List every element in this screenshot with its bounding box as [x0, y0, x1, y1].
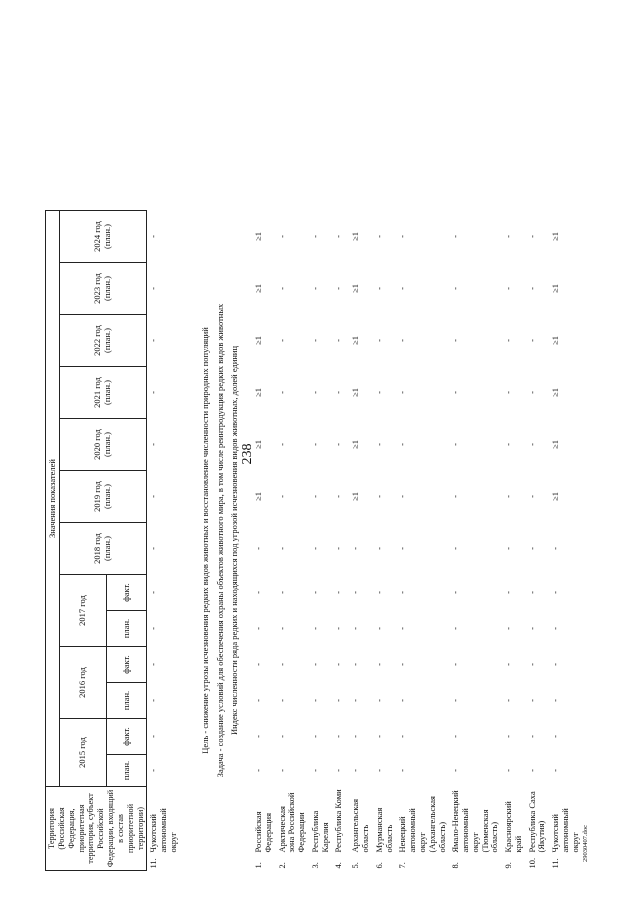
value-cell: -	[373, 287, 384, 290]
value-cell: -	[503, 735, 514, 738]
value-cell: ≥1	[350, 388, 361, 397]
value-cell: -	[309, 287, 320, 290]
year-2022-header: 2022 год (план.)	[60, 315, 147, 367]
table-row	[502, 211, 526, 871]
row-number: 5.	[350, 862, 361, 869]
value-cell: -	[503, 235, 514, 238]
territory-header: Территория (Российская Федерация, приоритетная территория, субъект Российской Федерации, входящий в состав приоритетной территории)	[46, 787, 147, 871]
territory-name: Арктическая зона Российской Федерации	[276, 792, 307, 853]
row-number: 1.	[253, 862, 264, 869]
value-cell: -	[373, 699, 384, 702]
value-cell: -	[350, 735, 361, 738]
value-cell: -	[333, 391, 344, 394]
value-cell: -	[450, 443, 461, 446]
row-number: 11.	[550, 858, 561, 869]
value-cell: -	[148, 235, 159, 238]
year-2018-header: 2018 год (план.)	[60, 523, 147, 575]
value-cell: -	[253, 547, 264, 550]
value-cell: -	[450, 627, 461, 630]
indicator-text: Индекс численности ряда редких и находящихся под угрозой исчезновения видов животных, долей единиц	[229, 345, 240, 736]
value-cell: -	[526, 547, 537, 550]
value-cell: -	[503, 495, 514, 498]
table-row	[240, 211, 276, 871]
value-cell: -	[373, 495, 384, 498]
value-cell: -	[253, 769, 264, 772]
value-cell: -	[550, 699, 561, 702]
value-cell: -	[148, 699, 159, 702]
territory-name: Чукотский автономный округ	[148, 808, 178, 853]
indicators-table	[45, 210, 582, 871]
value-cell: -	[276, 591, 287, 594]
value-cell: -	[148, 339, 159, 342]
value-cell: -	[503, 443, 514, 446]
value-cell: -	[526, 287, 537, 290]
value-cell: -	[503, 339, 514, 342]
value-cell: -	[397, 547, 408, 550]
table-row	[147, 211, 181, 871]
value-cell: -	[333, 443, 344, 446]
value-cell: -	[333, 699, 344, 702]
row-number: 3.	[309, 862, 320, 869]
fact-2015-header: факт.	[107, 719, 147, 755]
value-cell: -	[373, 627, 384, 630]
value-cell: -	[550, 769, 561, 772]
value-cell: ≥1	[550, 492, 561, 501]
value-cell: -	[276, 663, 287, 666]
value-cell: -	[148, 391, 159, 394]
row-number: 9.	[503, 862, 514, 869]
value-cell: -	[253, 735, 264, 738]
territory-name: Российская Федерация	[253, 811, 273, 853]
value-cell: ≥1	[350, 336, 361, 345]
value-cell: -	[309, 235, 320, 238]
value-cell: -	[350, 627, 361, 630]
value-cell: -	[253, 663, 264, 666]
year-2021-header: 2021 год (план.)	[60, 367, 147, 419]
year-2015-header: 2015 год	[60, 719, 107, 787]
value-cell: -	[550, 547, 561, 550]
value-cell: ≥1	[550, 336, 561, 345]
value-cell: -	[550, 591, 561, 594]
value-cell: -	[309, 627, 320, 630]
value-cell: -	[148, 591, 159, 594]
value-cell: -	[550, 627, 561, 630]
value-cell: -	[503, 663, 514, 666]
value-cell: -	[450, 339, 461, 342]
value-cell: -	[333, 287, 344, 290]
table-row	[332, 211, 349, 871]
table-row	[276, 211, 309, 871]
value-cell: -	[333, 235, 344, 238]
year-2019-header: 2019 год (план.)	[60, 471, 147, 523]
value-cell: -	[526, 769, 537, 772]
goal-text: Цель - снижение угрозы исчезновения редких видов животных и восстановление численности природных популяций	[199, 327, 210, 754]
value-cell: -	[309, 391, 320, 394]
value-cell: -	[526, 339, 537, 342]
row-number: 8.	[450, 862, 461, 869]
value-cell: -	[309, 699, 320, 702]
value-cell: -	[350, 699, 361, 702]
value-cell: -	[350, 591, 361, 594]
value-cell: -	[450, 663, 461, 666]
value-cell: -	[526, 627, 537, 630]
value-cell: -	[309, 495, 320, 498]
value-cell: ≥1	[253, 440, 264, 449]
value-cell: -	[253, 699, 264, 702]
plan-2016-header: план.	[107, 683, 147, 719]
value-cell: -	[503, 547, 514, 550]
value-cell: -	[526, 699, 537, 702]
value-cell: -	[276, 235, 287, 238]
value-cell: -	[550, 735, 561, 738]
table-row	[396, 211, 449, 871]
value-cell: -	[450, 735, 461, 738]
value-cell: -	[333, 735, 344, 738]
value-cell: -	[397, 339, 408, 342]
year-2017-header: 2017 год	[60, 575, 107, 647]
value-cell: -	[276, 495, 287, 498]
value-cell: -	[503, 699, 514, 702]
value-cell: -	[350, 769, 361, 772]
row-number: 4.	[333, 862, 344, 869]
value-cell: -	[526, 663, 537, 666]
value-cell: ≥1	[253, 232, 264, 241]
value-cell: -	[276, 547, 287, 550]
value-cell: -	[148, 495, 159, 498]
value-cell: -	[373, 663, 384, 666]
territory-name: Ненецкий автономный округ (Архангельская область)	[397, 796, 447, 853]
value-cell: ≥1	[253, 336, 264, 345]
value-cell: -	[253, 591, 264, 594]
value-cell: -	[526, 235, 537, 238]
table-row	[449, 211, 502, 871]
value-cell: -	[276, 627, 287, 630]
value-cell: ≥1	[350, 440, 361, 449]
fact-2016-header: факт.	[107, 647, 147, 683]
territory-name: Архангельская область	[350, 798, 371, 853]
value-cell: -	[276, 735, 287, 738]
value-cell: -	[397, 235, 408, 238]
goal-block	[181, 211, 240, 871]
value-cell: ≥1	[550, 284, 561, 293]
value-cell: -	[373, 591, 384, 594]
value-cell: -	[397, 287, 408, 290]
value-cell: -	[373, 547, 384, 550]
row-number: 2.	[276, 862, 287, 869]
value-cell: -	[309, 339, 320, 342]
value-cell: -	[526, 443, 537, 446]
value-cell: -	[309, 547, 320, 550]
plan-2017-header: план.	[107, 611, 147, 647]
value-cell: -	[333, 495, 344, 498]
value-cell: -	[373, 339, 384, 342]
value-cell: ≥1	[550, 440, 561, 449]
territory-name: Республика Коми	[333, 789, 344, 853]
value-cell: -	[148, 663, 159, 666]
value-cell: -	[503, 391, 514, 394]
value-cell: -	[276, 699, 287, 702]
value-cell: -	[503, 627, 514, 630]
value-cell: ≥1	[350, 492, 361, 501]
territory-name: Мурманская область	[373, 807, 394, 853]
value-cell: -	[309, 735, 320, 738]
value-cell: -	[148, 627, 159, 630]
year-2020-header: 2020 год (план.)	[60, 419, 147, 471]
year-2016-header: 2016 год	[60, 647, 107, 719]
value-cell: -	[148, 547, 159, 550]
year-2024-header: 2024 год (план.)	[60, 211, 147, 263]
row-number: 10.	[526, 857, 537, 869]
value-cell: -	[350, 663, 361, 666]
value-cell: -	[397, 443, 408, 446]
table-row	[549, 211, 582, 871]
value-cell: -	[550, 663, 561, 666]
value-cell: -	[450, 769, 461, 772]
value-cell: -	[397, 627, 408, 630]
value-cell: ≥1	[253, 492, 264, 501]
rows-body	[240, 211, 582, 871]
territory-name: Красноярский край	[503, 801, 523, 853]
value-cell: -	[450, 235, 461, 238]
value-cell: -	[526, 591, 537, 594]
value-cell: -	[397, 735, 408, 738]
table-row	[309, 211, 333, 871]
value-cell: -	[526, 735, 537, 738]
value-cell: -	[373, 769, 384, 772]
value-cell: ≥1	[253, 388, 264, 397]
value-cell: -	[333, 627, 344, 630]
value-cell: -	[373, 735, 384, 738]
value-cell: -	[276, 391, 287, 394]
value-cell: -	[333, 339, 344, 342]
value-cell: -	[309, 591, 320, 594]
value-cell: -	[350, 547, 361, 550]
page-number: 238	[240, 443, 255, 465]
row-number: 11.	[148, 858, 159, 869]
value-cell: -	[276, 443, 287, 446]
value-cell: -	[503, 769, 514, 772]
territory-name: Ямало-Ненецкий автономный округ (Тюменская область)	[450, 790, 500, 853]
value-cell: -	[333, 663, 344, 666]
document-id: 29030407.doc	[582, 824, 589, 862]
territory-name: Чукотский автономный округ	[550, 808, 580, 853]
value-cell: -	[148, 443, 159, 446]
value-cell: -	[373, 443, 384, 446]
table-row	[373, 211, 397, 871]
value-cell: ≥1	[253, 284, 264, 293]
table-row	[526, 211, 550, 871]
value-cell: -	[526, 391, 537, 394]
value-cell: -	[276, 339, 287, 342]
value-cell: -	[450, 495, 461, 498]
value-cell: -	[397, 663, 408, 666]
value-cell: -	[276, 287, 287, 290]
value-cell: -	[397, 495, 408, 498]
value-cell: ≥1	[350, 284, 361, 293]
value-cell: -	[503, 287, 514, 290]
value-cell: ≥1	[550, 232, 561, 241]
task-text: Задача - создание условий для обеспечения охраны объектов животного мира, в том числе реинтродукция редких видов животных	[214, 303, 225, 778]
value-cell: -	[373, 235, 384, 238]
value-cell: -	[333, 547, 344, 550]
fact-2017-header: факт.	[107, 575, 147, 611]
value-cell: -	[450, 699, 461, 702]
value-cell: -	[397, 769, 408, 772]
value-cell: -	[148, 769, 159, 772]
value-cell: -	[148, 735, 159, 738]
value-cell: -	[450, 391, 461, 394]
territory-name: Республика Карелия	[309, 810, 330, 853]
value-cell: -	[276, 769, 287, 772]
row-number: 6.	[373, 862, 384, 869]
value-cell: -	[333, 591, 344, 594]
value-cell: -	[333, 769, 344, 772]
value-cell: -	[450, 547, 461, 550]
value-cell: -	[397, 391, 408, 394]
value-cell: -	[309, 769, 320, 772]
value-cell: -	[450, 591, 461, 594]
value-cell: -	[373, 391, 384, 394]
plan-2015-header: план.	[107, 755, 147, 787]
value-cell: -	[397, 591, 408, 594]
value-cell: -	[309, 443, 320, 446]
value-cell: -	[526, 495, 537, 498]
value-cell: -	[503, 591, 514, 594]
value-cell: ≥1	[350, 232, 361, 241]
values-header: Значения показателей	[46, 211, 60, 787]
value-cell: -	[397, 699, 408, 702]
value-cell: -	[309, 663, 320, 666]
value-cell: -	[253, 627, 264, 630]
value-cell: -	[148, 287, 159, 290]
rotated-page-content	[45, 1, 585, 871]
value-cell: -	[450, 287, 461, 290]
value-cell: ≥1	[550, 388, 561, 397]
territory-name: Республика Саха (Якутия)	[526, 791, 547, 853]
year-2023-header: 2023 год (план.)	[60, 263, 147, 315]
table-row	[349, 211, 373, 871]
row-number: 7.	[397, 862, 408, 869]
